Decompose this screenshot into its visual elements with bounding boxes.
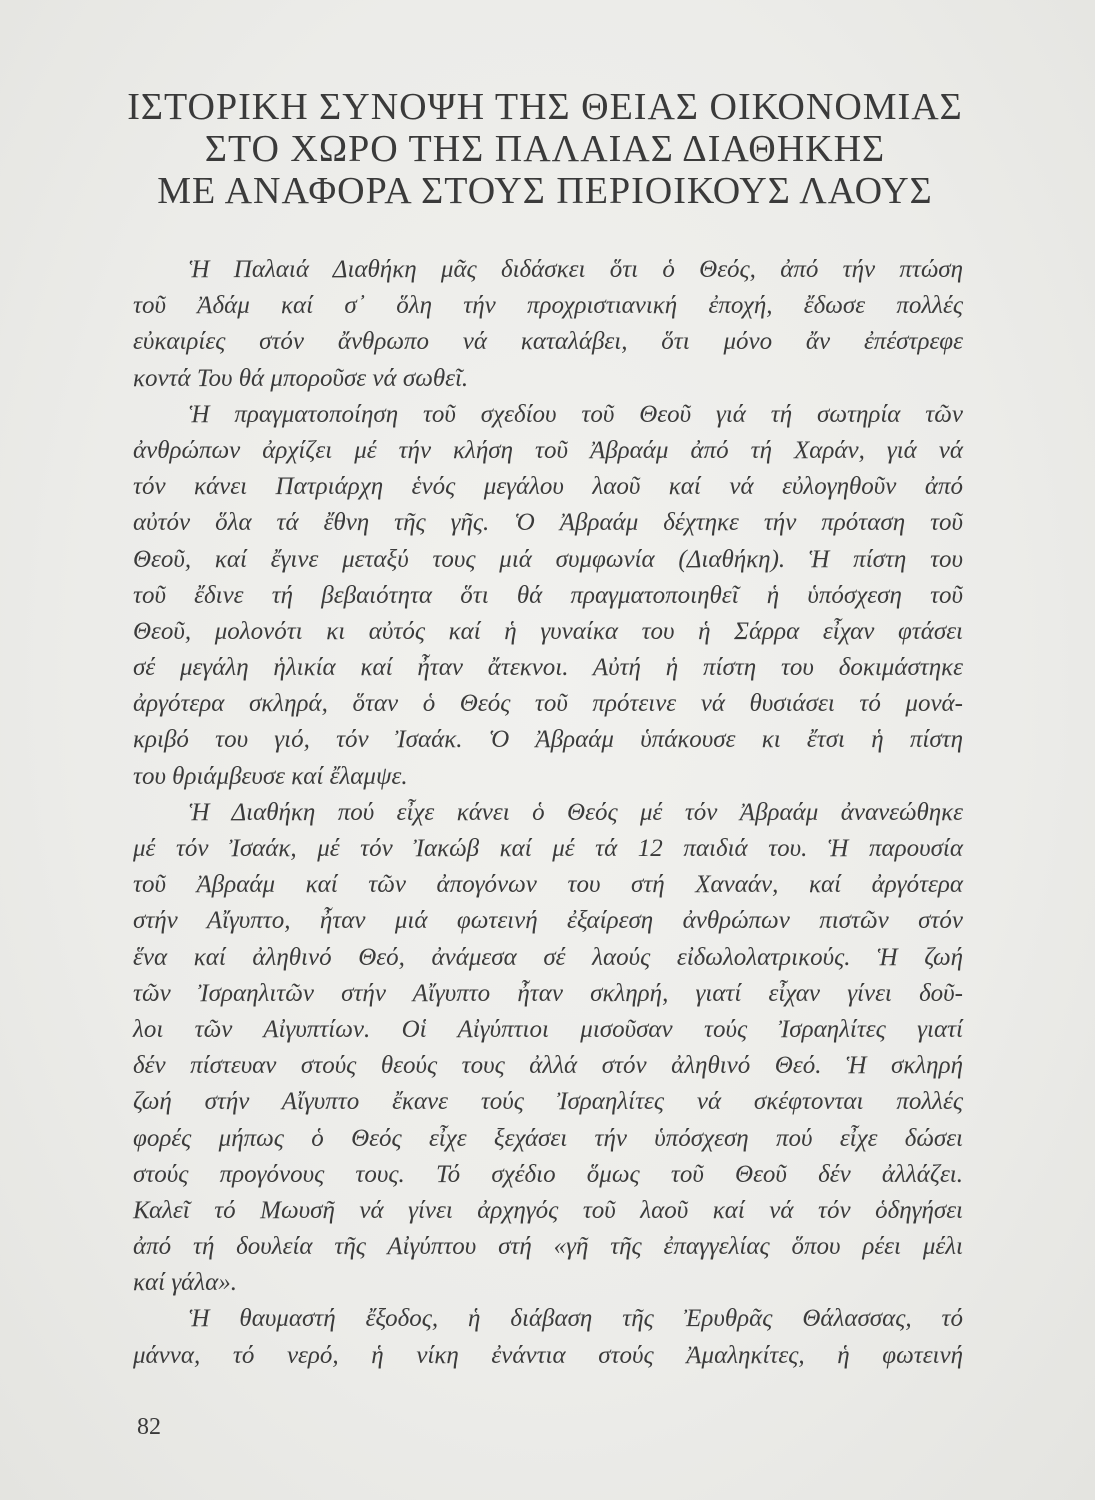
text-line: τοῦ Ἀδάμ καί σ᾽ ὅλη τήν προχριστιανική ἐποχή, ἔδωσε πολλές <box>133 292 963 320</box>
text-line: κοντά Του θά μποροῦσε νά σωθεῖ. <box>133 364 469 392</box>
text-line: τοῦ ἔδινε τή βεβαιότητα ὅτι θά πραγματοποιηθεῖ ἡ ὑπόσχεση τοῦ <box>133 581 963 609</box>
text-line: φορές μήπως ὁ Θεός εἶχε ξεχάσει τήν ὑπόσχεση πού εἶχε δώσει <box>133 1124 963 1152</box>
text-line: Ἡ Διαθήκη πού εἶχε κάνει ὁ Θεός μέ τόν Ἀβραάμ ἀνανεώθηκε <box>189 798 963 826</box>
text-line: τόν κάνει Πατριάρχη ἑνός μεγάλου λαοῦ καί νά εὐλογηθοῦν ἀπό <box>133 473 963 501</box>
chapter-title-line: ΙΣΤΟΡΙΚΗ ΣΥΝΟΨΗ ΤΗΣ ΘΕΙΑΣ ΟΙΚΟΝΟΜΙΑΣ <box>127 86 963 128</box>
text-line: καί γάλα». <box>133 1269 237 1297</box>
text-line: στούς προγόνους τους. Τό σχέδιο ὅμως τοῦ Θεοῦ δέν ἀλλάζει. <box>133 1160 963 1188</box>
text-line: σέ μεγάλη ἡλικία καί ἦταν ἄτεκνοι. Αὐτή ἡ πίστη του δοκιμάστηκε <box>133 654 963 682</box>
page-number: 82 <box>137 1414 161 1440</box>
text-line: Θεοῦ, καί ἔγινε μεταξύ τους μιά συμφωνία (Διαθήκη). Ἡ πίστη του <box>133 545 963 573</box>
text-line: ἀργότερα σκληρά, ὅταν ὁ Θεός τοῦ πρότεινε νά θυσιάσει τό μονά- <box>133 690 963 718</box>
text-line: λοι τῶν Αἰγυπτίων. Οἱ Αἰγύπτιοι μισοῦσαν τούς Ἰσραηλίτες γιατί <box>133 1015 963 1043</box>
text-line: Ἡ πραγματοποίηση τοῦ σχεδίου τοῦ Θεοῦ γιά τή σωτηρία τῶν <box>189 400 963 428</box>
text-line: του θριάμβευσε καί ἔλαμψε. <box>133 762 408 790</box>
text-line: ἀπό τή δουλεία τῆς Αἰγύπτου στή «γῆ τῆς ἐπαγγελίας ὅπου ρέει μέλι <box>133 1233 963 1261</box>
text-line: ἕνα καί ἀληθινό Θεό, ἀνάμεσα σέ λαούς εἰδωλολατρικούς. Ἡ ζωή <box>133 943 963 971</box>
text-line: Ἡ Παλαιά Διαθήκη μᾶς διδάσκει ὅτι ὁ Θεός, ἀπό τήν πτώση <box>189 256 963 283</box>
chapter-title-line: ΣΤΟ ΧΩΡΟ ΤΗΣ ΠΑΛΑΙΑΣ ΔΙΑΘΗΚΗΣ <box>204 128 886 170</box>
text-line: εὐκαιρίες στόν ἄνθρωπο νά καταλάβει, ὅτι μόνο ἄν ἐπέστρεφε <box>133 328 963 356</box>
text-line: Θεοῦ, μολονότι κι αὐτός καί ἡ γυναίκα του ἡ Σάρρα εἶχαν φτάσει <box>133 617 963 645</box>
text-line: ἀνθρώπων ἀρχίζει μέ τήν κλήση τοῦ Ἀβραάμ ἀπό τή Χαράν, γιά νά <box>133 436 963 464</box>
text-line: στήν Αἴγυπτο, ἦταν μιά φωτεινή ἐξαίρεση ἀνθρώπων πιστῶν στόν <box>133 907 963 935</box>
text-line: Καλεῖ τό Μωυσῆ νά γίνει ἀρχηγός τοῦ λαοῦ καί νά τόν ὁδηγήσει <box>133 1196 963 1224</box>
text-line: κριβό του γιό, τόν Ἰσαάκ. Ὁ Ἀβραάμ ὑπάκουσε κι ἔτσι ἡ πίστη <box>133 726 963 754</box>
chapter-title <box>100 86 990 212</box>
text-line: δέν πίστευαν στούς θεούς τους ἀλλά στόν ἀληθινό Θεό. Ἡ σκληρή <box>133 1052 963 1080</box>
text-line: τοῦ Ἀβραάμ καί τῶν ἀπογόνων του στή Χαναάν, καί ἀργότερα <box>133 871 963 899</box>
body-text <box>133 252 963 1374</box>
text-line: αὐτόν ὅλα τά ἔθνη τῆς γῆς. Ὁ Ἀβραάμ δέχτηκε τήν πρόταση τοῦ <box>133 509 963 537</box>
text-line: ζωή στήν Αἴγυπτο ἔκανε τούς Ἰσραηλίτες νά σκέφτονται πολλές <box>133 1088 963 1116</box>
text-line: Ἡ θαυμαστή ἔξοδος, ἡ διάβαση τῆς Ἐρυθρᾶς Θάλασσας, τό <box>189 1305 963 1333</box>
text-line: τῶν Ἰσραηλιτῶν στήν Αἴγυπτο ἦταν σκληρή, γιατί εἶχαν γίνει δοῦ- <box>133 979 963 1007</box>
text-line: μάννα, τό νερό, ἡ νίκη ἐνάντια στούς Ἀμαληκίτες, ἡ φωτεινή <box>133 1341 963 1369</box>
text-line: μέ τόν Ἰσαάκ, μέ τόν Ἰακώβ καί μέ τά 12 παιδιά του. Ἡ παρουσία <box>133 835 963 862</box>
chapter-title-line: ΜΕ ΑΝΑΦΟΡΑ ΣΤΟΥΣ ΠΕΡΙΟΙΚΟΥΣ ΛΑΟΥΣ <box>157 170 933 212</box>
